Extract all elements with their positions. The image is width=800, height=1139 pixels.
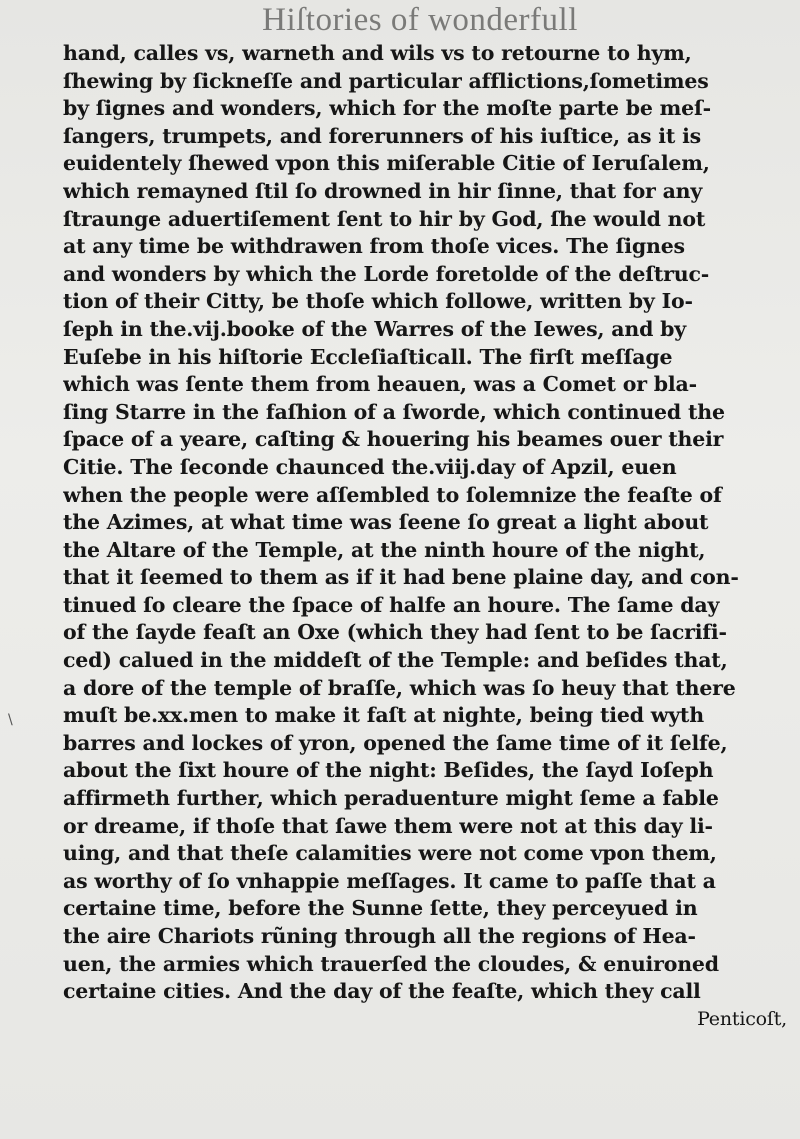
- text-line: Citie. The ſeconde chaunced the.viij.day of Apzil, euen: [63, 454, 677, 479]
- text-line: at any time be withdrawen from thoſe vices. The ſignes: [63, 234, 685, 259]
- text-line: certaine time, before the Sunne ſette, they perceyued in: [63, 896, 698, 921]
- text-line: hand, calles vs, warneth and wils vs to retourne to hym,: [63, 41, 692, 65]
- catchword: Penticoſt,: [697, 1007, 787, 1030]
- text-line: by ſignes and wonders, which for the moſte parte be meſ-: [63, 96, 711, 121]
- text-line: ſtraunge aduertiſement ſent to hir by God, ſhe would not: [63, 206, 706, 231]
- text-line: tion of their Citty, be thoſe which followe, written by Io-: [63, 289, 693, 314]
- running-head: Hiſtories of wonderfull: [262, 2, 578, 38]
- text-line: euidentely ſhewed vpon this miſerable Citie of Ieruſalem,: [63, 151, 710, 176]
- text-line: of the ſayde feaſt an Oxe (which they had ſent to be ſacrifi-: [63, 620, 727, 645]
- text-line: barres and lockes of yron, opened the ſame time of it ſelfe,: [63, 730, 728, 755]
- text-line: ſpace of a yeare, caſting & houering his beames ouer their: [63, 427, 724, 452]
- text-line: the Azimes, at what time was ſeene ſo great a light about: [63, 510, 709, 535]
- text-line: ſangers, trumpets, and forerunners of his iuſtice, as it is: [63, 123, 702, 148]
- text-line: muſt be.xx.men to make it faſt at nighte, being tied wyth: [63, 703, 704, 728]
- text-line: uing, and that theſe calamities were not come vpon them,: [63, 841, 717, 866]
- text-line: uen, the armies which trauerſed the cloudes, & enuironed: [63, 951, 719, 976]
- text-line: and wonders by which the Lorde foretolde of the deſtruc-: [63, 261, 710, 286]
- text-line: a dore of the temple of braſſe, which was ſo heuy that there: [63, 675, 736, 700]
- text-line: when the people were aſſembled to ſolemnize the feaſte of: [63, 482, 722, 507]
- text-line: ſing Starre in the faſhion of a ſworde, which continued the: [63, 399, 725, 424]
- text-line: tinued ſo cleare the ſpace of halfe an houre. The ſame day: [63, 592, 720, 617]
- margin-mark: \: [8, 712, 13, 728]
- text-line: the aire Chariots rũning through all the regions of Hea-: [63, 924, 696, 948]
- text-line: ced) calued in the middeſt of the Temple: and beſides that,: [63, 648, 728, 673]
- body-text: [63, 40, 795, 1033]
- text-line: that it ſeemed to them as if it had bene plaine day, and con-: [63, 565, 739, 590]
- text-line: which remayned ſtil ſo drowned in hir ſinne, that for any: [63, 178, 703, 203]
- text-line: affirmeth further, which peraduenture might ſeme a fable: [63, 786, 719, 811]
- text-line: the Altare of the Temple, at the ninth houre of the night,: [63, 537, 706, 562]
- text-line: which was ſente them from heauen, was a Comet or bla-: [63, 372, 697, 397]
- text-line: Euſebe in his hiſtorie Eccleſiaſticall. The firſt meſſage: [63, 344, 673, 369]
- text-line: as worthy of ſo vnhappie meſſages. It came to paſſe that a: [63, 868, 716, 893]
- text-line: certaine cities. And the day of the feaſte, which they call: [63, 979, 701, 1004]
- text-line: about the ſixt houre of the night: Beſides, the ſayd Ioſeph: [63, 758, 714, 783]
- text-line: ſhewing by ſickneſſe and particular afflictions,ſometimes: [63, 68, 709, 93]
- text-line: or dreame, if thoſe that ſawe them were not at this day li-: [63, 813, 713, 838]
- text-line: ſeph in the.vij.booke of the Warres of the Iewes, and by: [63, 316, 686, 341]
